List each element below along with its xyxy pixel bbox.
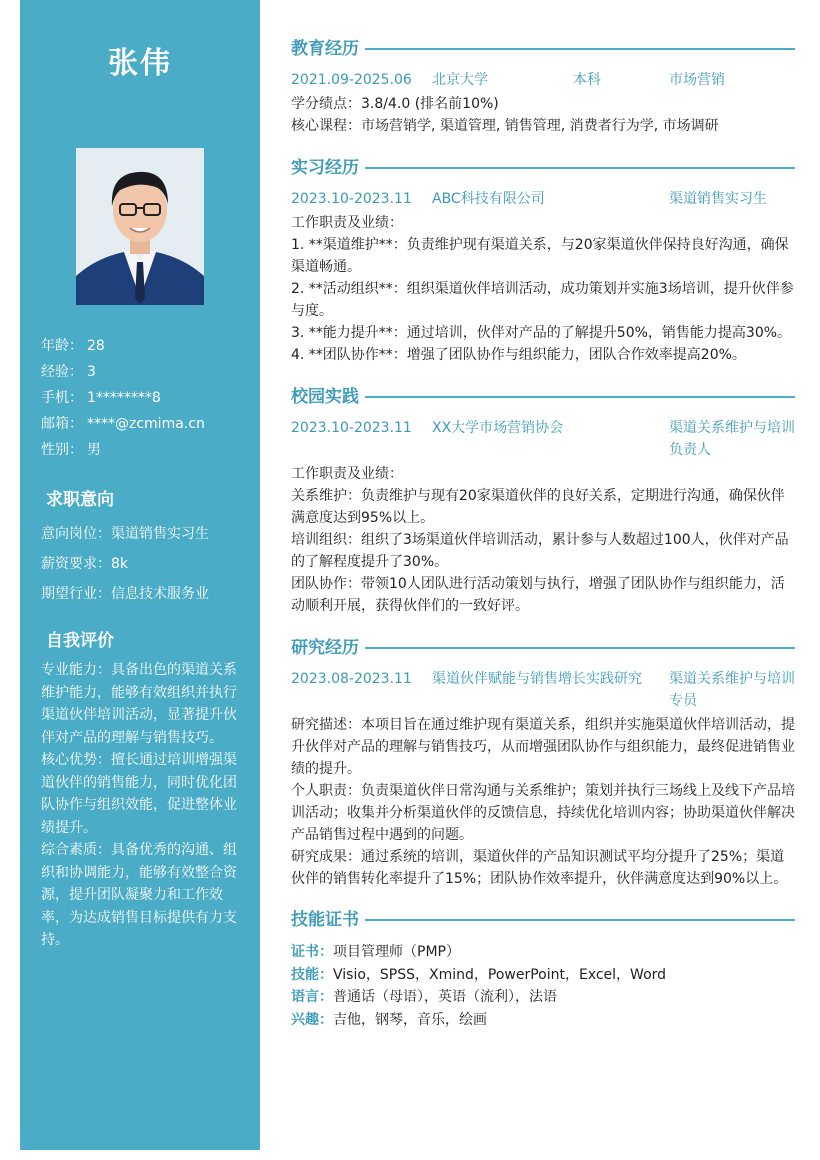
research-date: 2023.08-2023.11 [291,671,412,687]
education-details [291,93,797,137]
info-age: 年龄： 28 [41,338,105,354]
section-divider [291,167,795,169]
eval-strength: 核心优势：擅长通过培训增强渠道伙伴的销售能力，同时优化团队协作与组织效能，促进整体业绩提升。 [41,752,237,836]
skill-tools: 技能：Visio，SPSS，Xmind，PowerPoint，Excel，Word [291,966,667,983]
section-divider [291,919,795,921]
internship-company: ABC科技有限公司 [432,191,545,207]
skill-languages: 语言：普通话（母语），英语（流利），法语 [291,989,557,1005]
section-divider [291,396,795,398]
internship-date: 2023.10-2023.11 [291,191,412,207]
research-details [291,714,797,890]
education-heading: 教育经历 [291,37,365,61]
education-major: 市场营销 [669,72,725,88]
internship-details [291,212,797,366]
self-eval-text [41,659,245,952]
research-duties: 个人职责：负责渠道伙伴日常沟通与关系维护；策划并执行三场线上及线下产品培训活动；收集并分析渠道伙伴的反馈信息，持续优化培训内容；协助渠道伙伴解决产品销售过程中遇到的问题。 [291,783,795,843]
info-gender: 性别： 男 [41,442,101,458]
campus-org: XX大学市场营销协会 [432,420,564,436]
internship-line: 工作职责及业绩： [291,215,403,231]
campus-role: 渠道关系维护与培训负责人 [669,420,795,458]
education-degree: 本科 [573,72,601,88]
campus-line: 工作职责及业绩： [291,466,403,482]
research-section-header [291,636,795,660]
job-intent-list [41,519,241,609]
info-experience: 经验： 3 [41,364,96,380]
intent-position: 意向岗位：渠道销售实习生 [41,526,209,542]
education-date: 2021.09-2025.06 [291,72,412,88]
campus-date: 2023.10-2023.11 [291,420,412,436]
internship-line: 4. **团队协作**：增强了团队协作与组织能力，团队合作效率提高20%。 [291,347,746,363]
internship-role: 渠道销售实习生 [669,191,767,207]
candidate-name: 张伟 [108,46,172,81]
education-gpa: 学分绩点：3.8/4.0 (排名前10%) [291,96,499,112]
skills-list [291,941,797,1031]
eval-quality: 综合素质：具备优秀的沟通、组织和协调能力，能够有效整合资源，提升团队凝聚力和工作效率，为达成销售目标提供有力支持。 [41,842,237,948]
intent-industry: 期望行业：信息技术服务业 [41,586,209,602]
skill-interests: 兴趣：吉他，钢琴，音乐，绘画 [291,1011,487,1028]
section-divider [291,647,795,649]
campus-heading: 校园实践 [291,385,365,409]
internship-line: 3. **能力提升**：通过培训，伙伴对产品的了解提升50%，销售能力提高30%。 [291,325,792,341]
research-results: 研究成果：通过系统的培训，渠道伙伴的产品知识测试平均分提升了25%；渠道伙伴的销售转化率提升了15%；团队协作效率提升，伙伴满意度达到90%以上。 [291,849,788,887]
research-description: 研究描述：本项目旨在通过维护现有渠道关系，组织并实施渠道伙伴培训活动，提升伙伴对产品的理解与销售技巧，从而增强团队协作与组织能力，最终促进销售业绩的提升。 [291,717,795,777]
internship-heading: 实习经历 [291,156,365,180]
education-section-header [291,37,795,61]
info-email: 邮箱： ****@zcmima.cn [41,416,205,432]
research-heading: 研究经历 [291,636,365,660]
education-school: 北京大学 [432,72,488,88]
campus-line: 培训组织：组织了3场渠道伙伴培训活动，累计参与人数超过100人，伙伴对产品的了解程度提升了30%。 [291,532,789,570]
campus-section-header [291,385,795,409]
job-intent-heading: 求职意向 [46,490,114,510]
info-phone: 手机： 1********8 [41,390,161,406]
research-project: 渠道伙伴赋能与销售增长实践研究 [432,671,642,687]
basic-info [41,333,205,463]
profile-photo [76,148,204,305]
internship-section-header [291,156,795,180]
intent-salary: 薪资要求：8k [41,556,129,572]
internship-line: 1. **渠道维护**：负责维护现有渠道关系，与20家渠道伙伴保持良好沟通，确保渠道畅通。 [291,237,789,275]
campus-line: 团队协作：带领10人团队进行活动策划与执行，增强了团队协作与组织能力，活动顺利开展，获得伙伴们的一致好评。 [291,576,785,614]
internship-line: 2. **活动组织**：组织渠道伙伴培训活动，成功策划并实施3场培训，提升伙伴参与度。 [291,281,794,319]
skills-section-header [291,908,795,932]
campus-details [291,463,797,617]
campus-line: 关系维护：负责维护与现有20家渠道伙伴的良好关系，定期进行沟通，确保伙伴满意度达到95%以上。 [291,488,785,526]
eval-professional: 专业能力：具备出色的渠道关系维护能力，能够有效组织并执行渠道伙伴培训活动，显著提升伙伴对产品的理解与销售技巧。 [41,662,237,746]
skill-certificate: 证书：项目管理师（PMP） [291,944,460,960]
skills-heading: 技能证书 [291,908,365,932]
sidebar [20,0,260,1150]
section-divider [291,48,795,50]
research-role: 渠道关系维护与培训专员 [669,671,795,709]
education-courses: 核心课程：市场营销学, 渠道管理, 销售管理, 消费者行为学, 市场调研 [291,118,719,134]
self-eval-heading: 自我评价 [46,631,114,651]
